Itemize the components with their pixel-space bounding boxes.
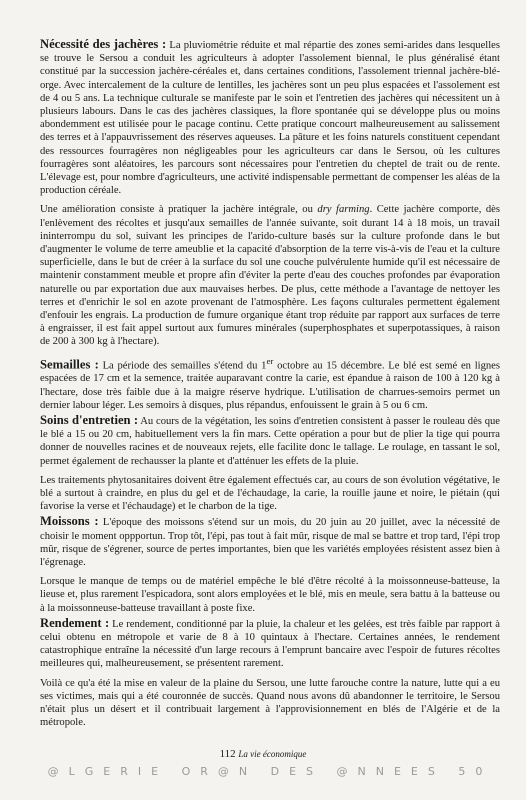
text-jacheres: La pluviométrie réduite et mal répartie des zones semi-arides dans lesquelles se trouve le Sersou a conduit les agriculteurs à adopter l'assolement biennal, le plus généralisé étant constitué par la succession jachère-céréales et, dans certaines conditions, l'assolement triennal jachère-blé-orge. Avec intercalement de la culture de lentilles, les jachères sont un peu plus espacées et l'assolement est de 4 ou 5 ans. La technique culturale se manifeste par le soin et l'entretien des jachères qui nécessitent un à plusieurs labours. Dans le cas des jachères classiques, la flore spontanée qui se développe plus ou moins abondemment est utilisée pour le pacage continu. Cette pratique concourt malheureusement au salissement des terres et à l'appauvrissement des réserves aqueuses. La pâture et les foins naturels constituent cependant des ressources fourragères non négligeables pour les agriculteurs car dans le Sersou, où les cultures fourragères sont aléatoires, les parcours sont nécessaires pour l'entretien du cheptel de trait ou de rente. L'élevage est, pour nombre d'agriculteurs, une activité indispensable permettant de compenser les aléas de la production céréale.	[40, 40, 501, 197]
paragraph-traitements	[40, 474, 500, 514]
magazine-title: La vie économique	[238, 749, 307, 759]
text-rendement: Le rendement, conditionné par la pluie, la chaleur et les gelées, est très faible par rapport à celui obtenu en métropole et varie de 8 à 10 quintaux à l'hectare. Certaines années, le rendement catastrophique entraîne la nécessité d'un large recours à l'emprunt bancaire avec l'espoir de futures récoltes meilleures qui, malheureusement, se présentent rarement.	[40, 618, 501, 670]
heading-semailles: Semailles :	[40, 357, 99, 372]
heading-moissons: Moissons :	[40, 514, 99, 529]
text-dry-farming-after: . Cette jachère comporte, dès l'enlèvement des récoltes et jusqu'aux semailles de l'année suivante, soit durant 14 à 18 mois, un travail ininterrompu du sol, suivant les principes de l'arido-culture basés sur la culture profonde dans le but d'augmenter le volume de terre ameublie et la capacité d'absorption de la terre vis-à-vis de l'eau et la culture superficielle, dans le but de créer à la surface du sol une couche pulvérulente humide qu'il est nécessaire de maintenir constamment meuble et propre afin d'éviter la perte d'eau des couches profondes par évaporation naturelle ou par exportation due aux mauvaises herbes. De plus, cette méthode a l'avantage de nettoyer les terres et d'enrichir le sol en azote provenant de l'atmosphère. Les façons culturales permettent également d'enfouir les engrais. La production de fumure organique étant trop réduite par rapport aux surfaces de terre à engraisser, il est fait appel surtout aux fumures minérales (superphosphates et superpotassiques, à raison de 200 à 300 kg à l'hectare).	[40, 204, 500, 348]
text-semailles-after: octobre au 15 décembre. Le blé est semé en lignes espacées de 17 cm et la semence, traitée auparavant contre la carie, est épandue à raison de 100 à 120 kg à l'hectare, dose très faible due à la maigre réserve hydrique. L'utilisation de charrues-semoirs permet un dernier labour léger. Les semoirs à disques, plus répandus, enfouissent le grain à 5 ou 6 cm.	[40, 360, 501, 411]
text-dry-farming-before: Une amélioration consiste à pratiquer la jachère intégrale, ou	[40, 204, 318, 216]
paragraph-jacheres	[40, 38, 500, 197]
page-number: 112	[219, 748, 236, 760]
text-conclusion: Voilà ce qu'a été la mise en valeur de la plaine du Sersou, une lutte farouche contre la nature, lutte qui a eu ses victimes, mais qui a été couronnée de succès. Quand nous avons dû abandonner le territoire, le Sersou n'était plus un désert et il contribuait largement à l'approvisionnement en blés de l'Algérie et de la métropole.	[40, 677, 500, 729]
text-traitements: Les traitements phytosanitaires doivent être également effectués car, au cours de son évolution végétative, le blé a surtout à craindre, en plus du gel et de l'échaudage, la carie, la rouille jaune et noire, le piétain (qui favorise la verse et l'échaudage) et le charbon de la tige.	[40, 474, 500, 513]
paragraph-semailles	[40, 355, 500, 412]
paragraph-soins	[40, 414, 500, 468]
paragraph-conclusion	[40, 677, 500, 730]
superscript-er: er	[266, 355, 274, 366]
page-footer	[0, 748, 526, 760]
paragraph-moissonneuse	[40, 575, 500, 615]
text-moissons: L'époque des moissons s'étend sur un mois, du 20 juin au 20 juillet, avec la nécessité de choisir le moment oppportun. Trop tôt, l'épi, pas tout à fait mûr, risque de mal se battre et trop tard, l'épi trop mûr, risque de s'égrener, source de pertes importantes, bien que les variétés employées résistent assez bien à l'égrenage.	[40, 517, 500, 569]
text-moissonneuse: Lorsque le manque de temps ou de matériel empêche le blé d'être récolté à la moissonneuse-batteuse, la lieuse et, plus rarement l'espicadora, sont alors employées et le blé, mis en meule, sera battu à la batteuse ou à la moissonneuse-batteuse travaillant à poste fixe.	[40, 576, 500, 614]
heading-rendement: Rendement :	[40, 615, 110, 630]
heading-soins: Soins d'entretien :	[40, 413, 139, 428]
text-soins: Au cours de la végétation, les soins d'entretien consistent à passer le rouleau dès que le blé a 15 ou 20 cm, habituellement vers la fin mars. Cette opération a pour but de plier la tige qui pourra donner de nouvelles racines et de nouveaux rejets, elle facilite donc le tallage. Le roulage, en tassant le sol, permet également de rechausser la plante et d'atténuer les effets de la pluie.	[40, 416, 501, 467]
text-semailles-before: La période des semailles s'étend du 1	[98, 360, 267, 372]
paragraph-rendement	[40, 617, 500, 671]
series-banner: @LGERIE OR@N DES @NNEES 50	[47, 765, 493, 778]
paragraph-dry-farming	[40, 203, 500, 348]
dry-farming-term: dry farming	[317, 204, 370, 216]
article-body	[40, 38, 500, 735]
paragraph-moissons	[40, 515, 500, 569]
heading-jacheres: Nécessité des jachères :	[40, 37, 167, 51]
